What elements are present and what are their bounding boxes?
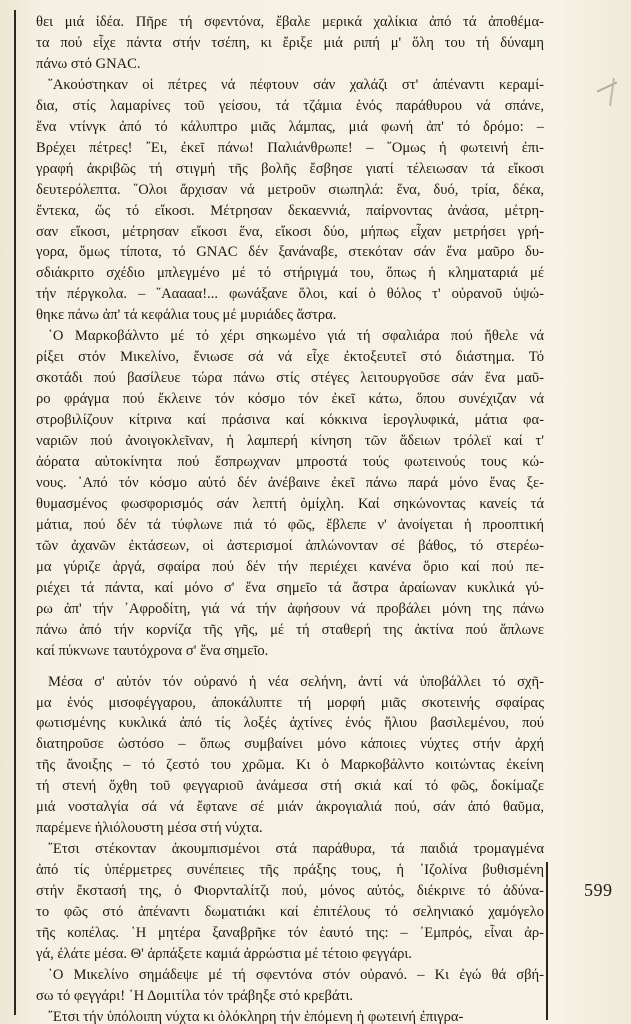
text-line: στήν ἔκστασή της, ὁ Φιορνταλίτζι πού, μόνος αὐτός, διέκρινε τό ἀδύνα- <box>36 883 544 900</box>
left-margin-rule <box>14 10 16 1015</box>
text-line: τα πού εἶχε πάντα στήν τσέπη, κι ἔριξε μιά ριπή μ' ὅλη του τή δύναμη <box>36 34 544 51</box>
text-line: φωτισμένης κυκλικά ἀπό τίς λοξές ἀχτίνες ἑνός ἥλιου βασιλεμένου, πού <box>36 715 544 732</box>
text-line: ρω ἀπ' τήν ᾽Αφροδίτη, γιά νά τήν ἀφήσουν νά προβάλει μόνη της πάνω <box>36 600 544 617</box>
text-line: ἔντεκα, ὥς τό εἴκοσι. Μέτρησαν δεκαεννιά, παίρνοντας ἀνάσα, μέτρη- <box>36 202 544 219</box>
text-line: ῾Ο Μαρκοβάλντο μέ τό χέρι σηκωμένο γιά τή σφαλιάρα πού ἤθελε νά <box>48 328 544 345</box>
text-line: Βρέχει πέτρες! ῎Ει, ἐκεῖ πάνω! Παλιάνθρωπε! – ῞Ομως ἡ φωτεινή ἐπι- <box>36 139 544 156</box>
paragraph <box>36 1007 544 1024</box>
text-line: στροβιλίζουν κίτρινα καί πράσινα καί κόκκινα ἰερογλυφικά, μάτια φα- <box>36 412 544 429</box>
text-line: ῾Ο Μικελίνο σημάδεψε μέ τή σφεντόνα στόν οὐρανό. – Κι ἐγώ θά σβή- <box>48 966 544 983</box>
text-line: δευτερόλεπτα. ῞Ολοι ἄρχισαν νά μετροῦν σιωπηλά: ἕνα, δυό, τρία, δέκα, <box>36 181 544 198</box>
text-line: ναριῶν πού ἀνοιγοκλεῖναν, ἡ λαμπερή κίνηση τῶν ἄδειων τρόλεϊ καί τ' <box>36 433 544 450</box>
text-line: Μέσα σ' αὐτόν τόν οὐρανό ἡ νέα σελήνη, ἀντί νά ὑποβάλλει τό σχῆ- <box>48 673 544 690</box>
text-line: μιά νοσταλγία σά νά ἔφτανε σέ μιάν ἀκρογιαλιά πού, σάν ἀπό θαῦμα, <box>36 799 544 816</box>
pencil-mark-stroke <box>609 78 615 106</box>
pencil-mark <box>597 81 618 92</box>
text-line: ρο φράγμα πού ἔκλεινε τόν κόσμο τόν ἐκεῖ κάτω, ὅπου συνέχιζαν νά <box>36 391 544 408</box>
paragraph <box>36 12 544 75</box>
text-line: γορα, ὅμως τίποτα, τό GNAC δέν ξανάναβε, στεκόταν σάν ἕνα μαῦρο δυ- <box>36 244 544 261</box>
text-line: καί πύκνωνε ταυτόχρονα σ' ἕνα σημεῖο. <box>36 642 269 659</box>
text-line: σαν εἴκοσι, μέτρησαν εἴκοσι ἕνα, εἴκοσι δύο, μήπως εἶχαν μετρήσει γρή- <box>36 223 544 240</box>
text-line: παρέμενε ἡλιόλουστη μέσα στή νύχτα. <box>36 820 263 837</box>
text-line: τῆς ἄνοιξης – τό ζεστό του χρῶμα. Κι ὁ Μαρκοβάλντο κοιτώντας ἐκείνη <box>36 757 544 774</box>
text-line: θει μιά ἰδέα. Πῆρε τή σφεντόνα, ἔβαλε μερικά χαλίκια ἀπό τά ἀποθέμα- <box>36 14 544 30</box>
page-number: 599 <box>584 880 613 900</box>
body-text <box>36 12 544 1024</box>
paragraph <box>36 672 544 840</box>
text-line: γραφή ἀκριβῶς τή στιγμή τῆς βολῆς ἔσβησε γιατί τέλειωσαν τά εἴκοσι <box>36 160 544 177</box>
text-line: μα ἑνός μισοφέγγαρου, ἀποκάλυπτε τή μορφή μιᾶς σκοτεινής σφαίρας <box>36 694 544 711</box>
text-line: τῶν ἀχανῶν ἐκτάσεων, οἱ ἀστερισμοί ἁπλώνονταν σέ βάθος, τό στερέω- <box>36 537 544 554</box>
text-line: πάνω ἀπό τήν κορνίζα τῆς γῆς, μέ τή σταθερή της ἀκτίνα πού ἅπλωνε <box>36 621 544 638</box>
text-line: θυμασμένος φωσφορισμός σάν λεπτή ὀμίχλη. Καί σηκώνοντας κανείς τά <box>36 495 544 512</box>
text-line: τῆς κοπέλας. ῾Η μητέρα ξαναβρῆκε τόν ἑαυτό της: – ᾽Εμπρός, εἶναι ἀρ- <box>36 924 544 941</box>
text-line: μάτια, πού δέν τά τύφλωνε πιά τό φῶς, ἔβλεπε ν' ἀνοίγεται ἡ προοπτική <box>36 516 544 533</box>
text-line: νους. ᾽Από τόν κόσμο αὐτό δέν ἀνέβαινε ἐκεῖ πάνω παρά μόνο ἕνας ξε- <box>36 474 544 491</box>
text-line: ἀπό τίς ὑπέρμετρες συνέπειες τῆς πράξης τους, ἡ ᾽Ιζολίνα βυθισμένη <box>36 862 544 879</box>
paragraph <box>36 839 544 965</box>
text-line: σδιάκριτο σχέδιο μπλεγμένο μέ τό στήριγμά του, ὅπως ἡ κληματαριά μέ <box>36 265 544 282</box>
paragraph-gap <box>36 662 544 672</box>
text-line: ῎Ετσι στέκονταν ἀκουμπισμένοι στά παράθυρα, τά παιδιά τρομαγμένα <box>48 841 544 858</box>
text-line: τή στενή ὄχθη τοῦ φεγγαριοῦ ἀνάμεσα στή σκιά καί τό φῶς, δοκίμαζε <box>36 778 544 795</box>
text-line: σω τό φεγγάρι! ῾Η Δομιτίλα τόν τράβηξε στό κρεβάτι. <box>36 987 354 1004</box>
text-line: δια, στίς λαμαρίνες τοῦ γείσου, τά τζάμια ἑνός παράθυρου νά σπάνε, <box>36 97 544 114</box>
text-line: πάνω στό GNAC. <box>36 55 141 72</box>
text-line: θηκε πάνω ἀπ' τά κεφάλια τους μέ μυριάδες ἄστρα. <box>36 307 337 324</box>
text-line: διατηροῦσε ὡστόσο – ὅπως συμβαίνει μόνο κάποιες νύχτες στήν ἀρχή <box>36 736 544 753</box>
text-line: το φῶς στό ἀπέναντι δωματιάκι καί ἐπιτέλους τό σεληνιακό χαμόγελο <box>36 904 544 921</box>
text-line: ρίξει στόν Μικελίνο, ἔνιωσε σά νά εἶχε ἐκτοξευτεῖ στό διάστημα. Τό <box>36 349 544 366</box>
text-line: σκοτάδι πού βασίλευε τώρα πάνω στίς στέγες λειτουργοῦσε σάν ἕνα μαῦ- <box>36 370 544 387</box>
paragraph <box>36 75 544 326</box>
text-line: ῎Ετσι τήν ὑπόλοιπη νύχτα κι ὁλόκληρη τήν ἑπόμενη ἡ φωτεινή ἐπιγρα- <box>48 1008 464 1024</box>
text-line: ἕνα ντίνγκ ἀπό τό κάλυπτρο μιᾶς λάμπας, μιά φωνή ἀπ' τό δρόμο: – <box>36 118 544 135</box>
page-number-rule <box>546 862 548 1020</box>
text-line: ριέχει τά πάντα, καί μόνο σ' ἕνα σημεῖο τά ἄστρα ἀραίωναν κυκλικά γύ- <box>36 579 544 596</box>
text-line: μα γύριζε ἀργά, σφαίρα πού δέν τήν περιέχει κανένα ὅριο καί πού πε- <box>36 558 544 575</box>
text-line: ἀόρατα αὐτοκίνητα πού ἔσπρωχναν μπροστά τούς φωτεινούς τους κώ- <box>36 454 544 471</box>
text-line: τήν πέργκολα. – ῞Ααααα!... φωνάξανε ὅλοι, καί ὁ θόλος τ' οὐρανοῦ ὑψώ- <box>36 286 544 303</box>
paragraph <box>36 326 544 661</box>
text-line: γά, ἐλάτε μέσα. Θ' ἀρπάξετε καμιά ἀρρώστια μέ τέτοιο φεγγάρι. <box>36 945 412 962</box>
text-line: ῞Ακούστηκαν οἱ πέτρες νά πέφτουν σάν χαλάζι στ' ἀπέναντι κεραμί- <box>48 76 544 93</box>
paragraph <box>36 965 544 1007</box>
